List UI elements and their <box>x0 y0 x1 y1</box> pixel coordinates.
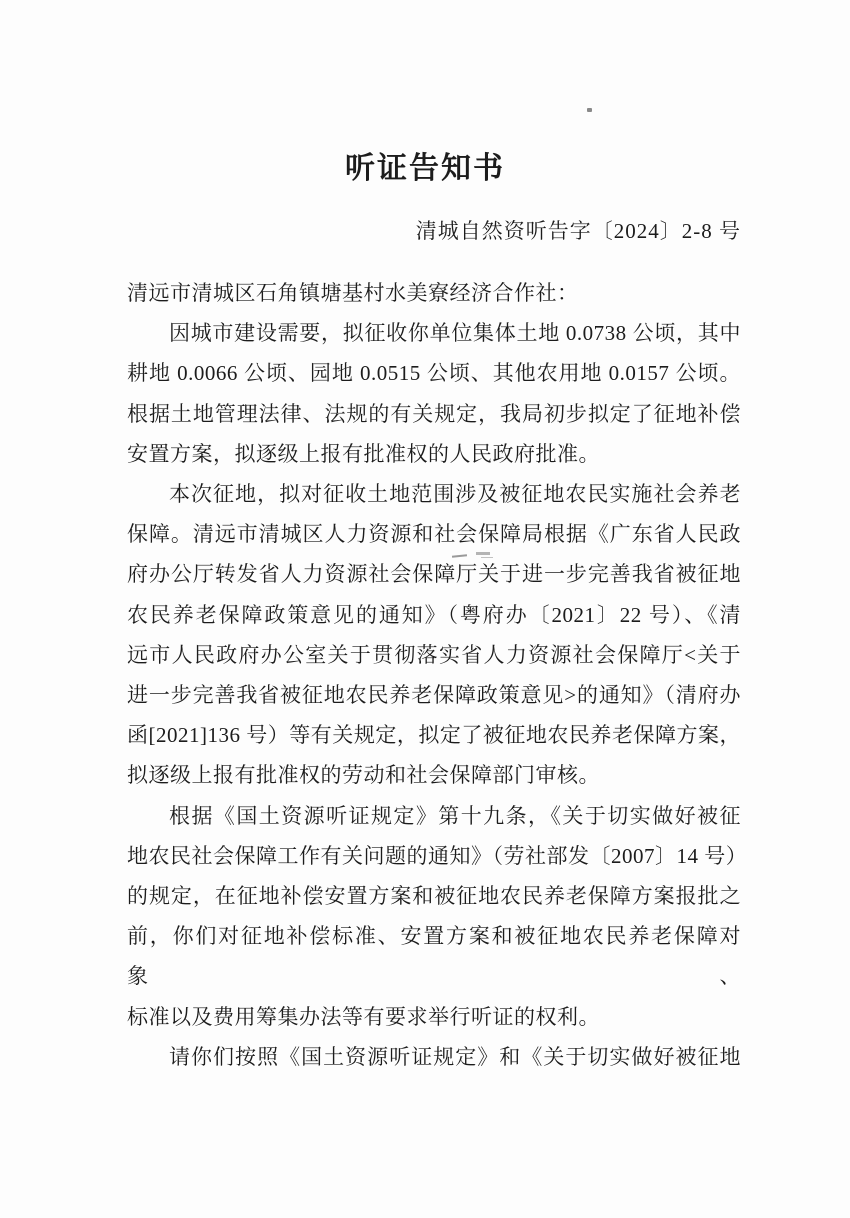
paragraph-3-line-5: 标准以及费用筹集办法等有要求举行听证的权利。 <box>127 1004 600 1029</box>
paragraph-2-line-6: 进一步完善我省被征地农民养老保障政策意见>的通知》（清府办 <box>127 683 741 708</box>
paragraph-2-line-4: 农民养老保障政策意见的通知》（粤府办〔2021〕22 号）、《清 <box>127 602 741 627</box>
paragraph-2-line-2: 保障。清远市清城区人力资源和社会保障局根据《广东省人民政 <box>127 522 741 547</box>
paragraph-2-line-5: 远市人民政府办公室关于贯彻落实省人力资源社会保障厅<关于 <box>127 642 741 667</box>
paragraph-3-line-4: 前，你们对征地补偿标准、安置方案和被征地农民养老保障对象、 <box>127 924 741 989</box>
paragraph-2-line-1: 本次征地，拟对征收土地范围涉及被征地农民实施社会养老 <box>169 482 741 507</box>
paragraph-4-line-1: 请你们按照《国土资源听证规定》和《关于切实做好被征地 <box>169 1044 741 1069</box>
document-number: 清城自然资听告字〔2024〕2-8 号 <box>415 219 741 243</box>
document-title: 听证告知书 <box>345 152 505 185</box>
paragraph-1-line-3: 根据土地管理法律、法规的有关规定，我局初步拟定了征地补偿 <box>127 401 741 426</box>
paragraph-1-line-4: 安置方案，拟逐级上报有批准权的人民政府批准。 <box>127 441 600 466</box>
paragraph-3-line-2: 地农民社会保障工作有关问题的通知》（劳社部发〔2007〕14 号） <box>127 843 748 868</box>
document-body <box>127 273 748 1077</box>
scan-speck-artifact <box>587 108 592 112</box>
paragraph-2-line-3: 府办公厅转发省人力资源社会保障厅关于进一步完善我省被征地 <box>127 562 741 587</box>
paragraph-1-line-1: 因城市建设需要，拟征收你单位集体土地 0.0738 公顷，其中 <box>169 321 741 346</box>
addressee-line: 清远市清城区石角镇塘基村水美寮经济合作社： <box>127 281 579 305</box>
paragraph-3-line-3: 的规定，在征地补偿安置方案和被征地农民养老保障方案报批之 <box>127 884 741 909</box>
paragraph-1-line-2: 耕地 0.0066 公顷、园地 0.0515 公顷、其他农用地 0.0157 公顷。 <box>127 361 741 386</box>
paragraph-2-line-7: 函[2021]136 号）等有关规定，拟定了被征地农民养老保障方案， <box>127 723 741 748</box>
paragraph-2-line-8: 拟逐级上报有批准权的劳动和社会保障部门审核。 <box>127 763 600 788</box>
paragraph-3-line-1: 根据《国土资源听证规定》第十九条，《关于切实做好被征 <box>169 803 741 828</box>
